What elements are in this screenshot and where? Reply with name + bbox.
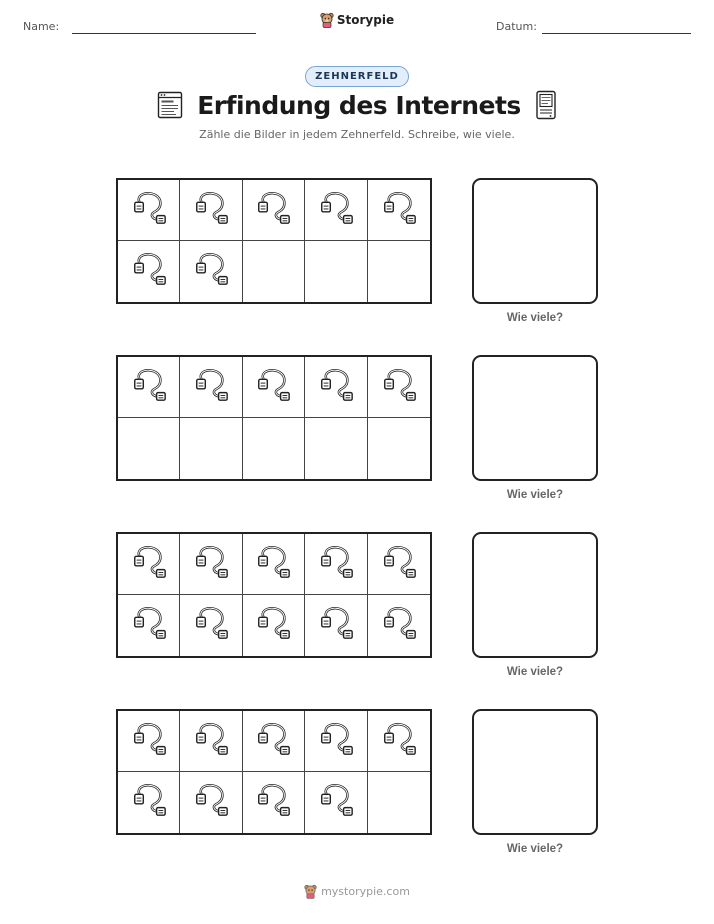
ten-frame-cell: [368, 595, 430, 656]
ten-frame-cell: [368, 418, 430, 479]
network-cable-icon: [380, 720, 418, 763]
network-cable-icon: [317, 189, 355, 232]
ten-frame-cell: [118, 711, 180, 772]
ten-frame-cell: [118, 357, 180, 418]
footer-url: mystorypie.com: [321, 885, 410, 898]
network-cable-icon: [130, 720, 168, 763]
ten-frame-cell: [368, 241, 430, 302]
network-cable-icon: [130, 604, 168, 647]
ten-frame-cell: [180, 772, 242, 833]
ten-frame-1: [116, 178, 432, 304]
ten-frame-cell: [243, 180, 305, 241]
ten-frame-cell: [243, 241, 305, 302]
network-cable-icon: [317, 543, 355, 586]
network-cable-icon: [192, 604, 230, 647]
network-cable-icon: [317, 720, 355, 763]
ten-frame-3: [116, 532, 432, 658]
ten-frame-cell: [243, 711, 305, 772]
network-cable-icon: [254, 366, 292, 409]
ten-frame-cell: [305, 595, 367, 656]
network-cable-icon: [192, 720, 230, 763]
network-cable-icon: [254, 781, 292, 824]
ten-frame-cell: [118, 595, 180, 656]
ten-frame-cell: [368, 711, 430, 772]
worksheet-type-badge: ZEHNERFELD: [305, 66, 409, 87]
network-cable-icon: [192, 366, 230, 409]
instructions: Zähle die Bilder in jedem Zehnerfeld. Schreibe, wie viele.: [199, 128, 515, 141]
answer-box-2[interactable]: [472, 355, 598, 481]
ten-frame-cell: [368, 357, 430, 418]
ten-frame-cell: [305, 534, 367, 595]
ten-frame-cell: [180, 180, 242, 241]
network-cable-icon: [317, 366, 355, 409]
ten-frame-cell: [243, 418, 305, 479]
network-cable-icon: [317, 604, 355, 647]
ten-frame-4: [116, 709, 432, 835]
ten-frame-cell: [118, 772, 180, 833]
brand-name: Storypie: [336, 13, 395, 27]
answer-prompt-1: Wie viele?: [506, 312, 564, 324]
network-cable-icon: [380, 189, 418, 232]
ten-frame-cell: [180, 357, 242, 418]
answer-prompt-3: Wie viele?: [506, 666, 564, 678]
ten-frame-2: [116, 355, 432, 481]
page-title: Erfindung des Internets: [197, 90, 521, 120]
network-cable-icon: [192, 189, 230, 232]
network-cable-icon: [130, 366, 168, 409]
network-cable-icon: [254, 189, 292, 232]
ten-frame-cell: [305, 180, 367, 241]
ten-frame-cell: [305, 772, 367, 833]
answer-prompt-4: Wie viele?: [506, 843, 564, 855]
ten-frame-cell: [305, 418, 367, 479]
answer-box-3[interactable]: [472, 532, 598, 658]
ten-frame-cell: [243, 772, 305, 833]
ten-frame-cell: [180, 418, 242, 479]
ten-frame-cell: [180, 595, 242, 656]
network-cable-icon: [130, 250, 168, 293]
ten-frame-cell: [368, 180, 430, 241]
network-cable-icon: [192, 543, 230, 586]
ten-frame-cell: [243, 357, 305, 418]
ten-frame-cell: [118, 180, 180, 241]
name-line[interactable]: [72, 33, 256, 34]
web-browser-icon: [157, 91, 183, 119]
network-cable-icon: [192, 781, 230, 824]
answer-prompt-2: Wie viele?: [506, 489, 564, 501]
date-label: Datum:: [496, 20, 537, 33]
bear-mascot-icon: [320, 12, 334, 28]
network-cable-icon: [380, 366, 418, 409]
brand-logo: [0, 12, 714, 33]
network-cable-icon: [254, 604, 292, 647]
ten-frame-cell: [368, 772, 430, 833]
ten-frame-cell: [305, 241, 367, 302]
ten-frame-cell: [180, 711, 242, 772]
bear-mascot-icon: [304, 884, 317, 899]
ten-frame-cell: [180, 241, 242, 302]
network-cable-icon: [130, 189, 168, 232]
ten-frame-cell: [118, 534, 180, 595]
ten-frame-cell: [305, 357, 367, 418]
ten-frame-cell: [305, 711, 367, 772]
answer-box-1[interactable]: [472, 178, 598, 304]
ten-frame-cell: [243, 534, 305, 595]
name-label: Name:: [23, 20, 60, 33]
network-cable-icon: [130, 781, 168, 824]
ten-frame-cell: [243, 595, 305, 656]
date-line[interactable]: [542, 33, 691, 34]
ten-frame-cell: [118, 418, 180, 479]
ten-frame-cell: [368, 534, 430, 595]
network-cable-icon: [130, 543, 168, 586]
answer-box-4[interactable]: [472, 709, 598, 835]
network-cable-icon: [380, 543, 418, 586]
ten-frame-cell: [118, 241, 180, 302]
network-cable-icon: [254, 720, 292, 763]
network-cable-icon: [380, 604, 418, 647]
network-cable-icon: [317, 781, 355, 824]
network-cable-icon: [192, 250, 230, 293]
server-computer-icon: [535, 90, 557, 120]
ten-frame-cell: [180, 534, 242, 595]
network-cable-icon: [254, 543, 292, 586]
